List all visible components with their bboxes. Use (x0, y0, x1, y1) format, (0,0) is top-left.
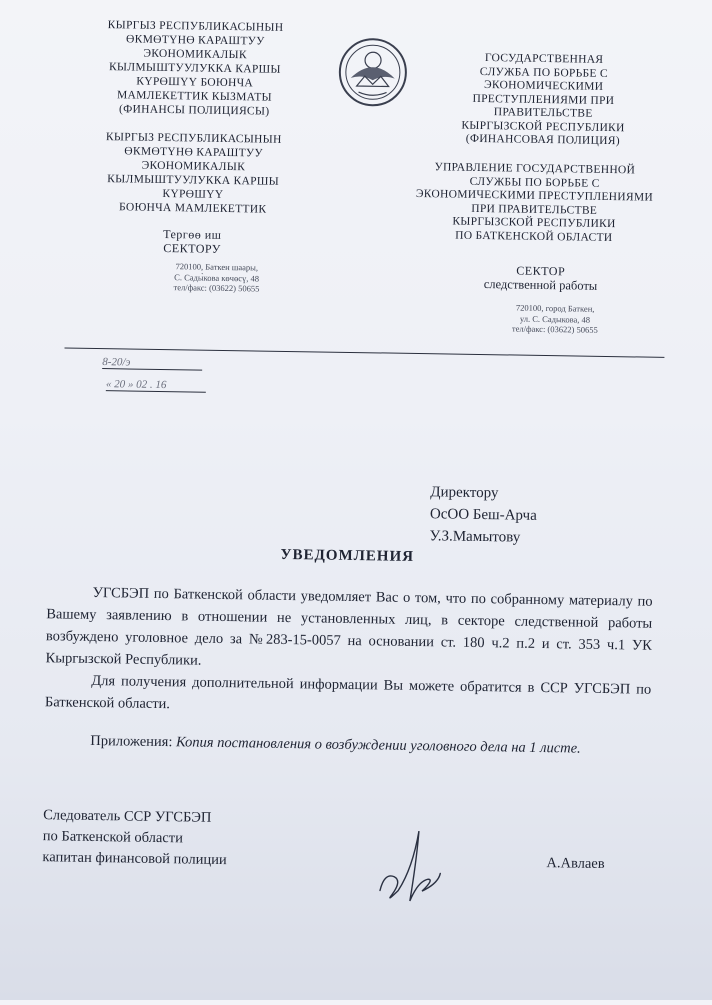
header-right-dept-line: ПО БАТКЕНСКОЙ ОБЛАСТИ (455, 229, 613, 244)
header-left-dept-line: ӨКМӨТҮНӨ КАРАШТУУ (124, 145, 263, 160)
header-right-org-line: СЛУЖБА ПО БОРЬБЕ С (479, 65, 609, 80)
header-right-dept-line: СЛУЖБЫ ПО БОРЬБЕ С (469, 175, 600, 190)
header-right-org-line: (ФИНАНСОВАЯ ПОЛИЦИЯ) (465, 132, 620, 148)
signature-line: по Баткенской области (42, 828, 184, 847)
signature-line: капитан финансовой полиции (42, 849, 227, 869)
header-right-org-line: КЫРГЫЗСКОЙ РЕСПУБЛИКИ (461, 119, 625, 134)
header-right-sector-line: следственной работы (483, 276, 598, 293)
header-left-address-line: С. Сады̀кова көчөсү, 48 (174, 271, 260, 284)
header-left-dept-line: КЫЛМЫШТУУЛУККА КАРШЫ (107, 173, 280, 188)
header-right-org-line: ПРЕСТУПЛЕНИЯМИ ПРИ (472, 92, 615, 107)
reg-date (106, 378, 206, 393)
header-right-org (418, 51, 669, 149)
recipient-line: У.З.Мамытову (429, 528, 521, 546)
recipient-block (429, 481, 537, 549)
recipient-line: Директору (430, 484, 499, 502)
header-right-address (485, 302, 625, 336)
header-left-dept-line: КЫРГЫЗ РЕСПУБЛИКАСЫНЫН (105, 131, 282, 146)
document-body (45, 581, 653, 723)
header-left-org-line: МАМЛЕКЕТТИК КЫЗМАТЫ (116, 89, 273, 104)
header-right-org-line: ЭКОНОМИЧЕСКИМИ (483, 79, 604, 93)
header-left-sector-line: Тергөө иш (163, 227, 222, 242)
header-left-org-line: КҮРӨШҮҮ БОЮНЧА (136, 75, 254, 90)
header-left-sector-line: СЕКТОРУ (163, 241, 221, 256)
signer-name: А.Авлаев (546, 855, 605, 873)
header-right-address-line: тел/факс: (03622) 50655 (511, 323, 598, 335)
header-left-address-line: тел/факс: (03622) 50655 (173, 282, 260, 294)
reg-number (102, 356, 202, 371)
body-paragraph: УГСБЭП по Баткенской области уведомляет Вас о том, что по собранному материалу по Вашему заявлению в отношении не установленных лиц, в секторе следственной работы возбуждено уголовное дело за №283-15-0057 на основании ст. 180 ч.2 п.2 и ст. 353 ч.1 УК Кыргызской Республики. (45, 584, 653, 669)
header-left-dept (63, 129, 324, 217)
document-title: УВЕДОМЛЕНИЯ (280, 546, 415, 565)
header-left-org-line: ӨКМӨТҮНӨ КАРАШТУУ (125, 33, 265, 48)
header-right-address-line: 720100, город Баткен, (515, 302, 595, 314)
header-right-sector-line: СЕКТОР (516, 263, 566, 279)
header-left-address (111, 260, 321, 295)
signature-line: Следователь ССР УГСБЭП (43, 807, 212, 826)
header-left-org-line: КЫРГЫЗ РЕСПУБЛИКАСЫНЫН (107, 19, 284, 34)
signature-block (42, 805, 227, 871)
header-right-dept-line: ЭКОНОМИЧЕСКИМИ ПРЕСТУПЛЕНИЯМИ (415, 187, 654, 204)
header-right-dept-line: УПРАВЛЕНИЕ ГОСУДАРСТВЕННОЙ (434, 161, 636, 177)
attachment-label: Приложения: (90, 732, 173, 751)
header-left-org-line: (ФИНАНСЫ ПОЛИЦИЯСЫ) (118, 103, 270, 118)
body-paragraph: Для получения дополнительной информации Вы можете обратится в ССР УГСБЭП по Баткенской области. (44, 672, 652, 713)
reg-number-value: 8-20/э (102, 356, 131, 369)
header-right-dept-line: КЫРГЫЗСКОЙ РЕСПУБЛИКИ (452, 215, 616, 231)
header-left-address-line: 720100, Баткен шаары, (175, 261, 259, 273)
header-left (61, 17, 325, 295)
header-right (418, 51, 669, 149)
header-left-dept-line: КҮРӨШҮҮ (162, 187, 224, 201)
attachment-line (44, 729, 650, 761)
header-left-dept-line: ЭКОНОМИКАЛЫК (141, 159, 246, 174)
header-right-address-line: ул. С. Садыкова, 48 (519, 313, 591, 325)
attachment-text: Копия постановления о возбуждении уголовного дела на 1 листе. (175, 734, 581, 757)
header-right-org-line: ПРАВИТЕЛЬСТВЕ (493, 106, 593, 120)
header-left-sector (62, 225, 322, 257)
reg-date-value: « 20 » 02 . 16 (105, 378, 167, 392)
header-right-dept-line: ПРИ ПРАВИТЕЛЬСТВЕ (471, 202, 598, 217)
header-left-org-line: ЭКОНОМИКАЛЫК (143, 47, 247, 62)
header-left-org-line: КЫЛМЫШТУУЛУККА КАРШЫ (108, 61, 281, 76)
header-right-dept (396, 161, 672, 246)
state-emblem-icon (336, 36, 409, 109)
header-right-sector (455, 264, 625, 294)
recipient-line: ОсОО Беш-Арча (429, 506, 537, 524)
header-right-org-line: ГОСУДАРСТВЕННАЯ (484, 52, 604, 66)
header-left-dept-line: БОЮНЧА МАМЛЕКЕТТИК (118, 201, 267, 216)
handwritten-signature-icon (372, 820, 443, 911)
header-left-org (64, 17, 326, 119)
